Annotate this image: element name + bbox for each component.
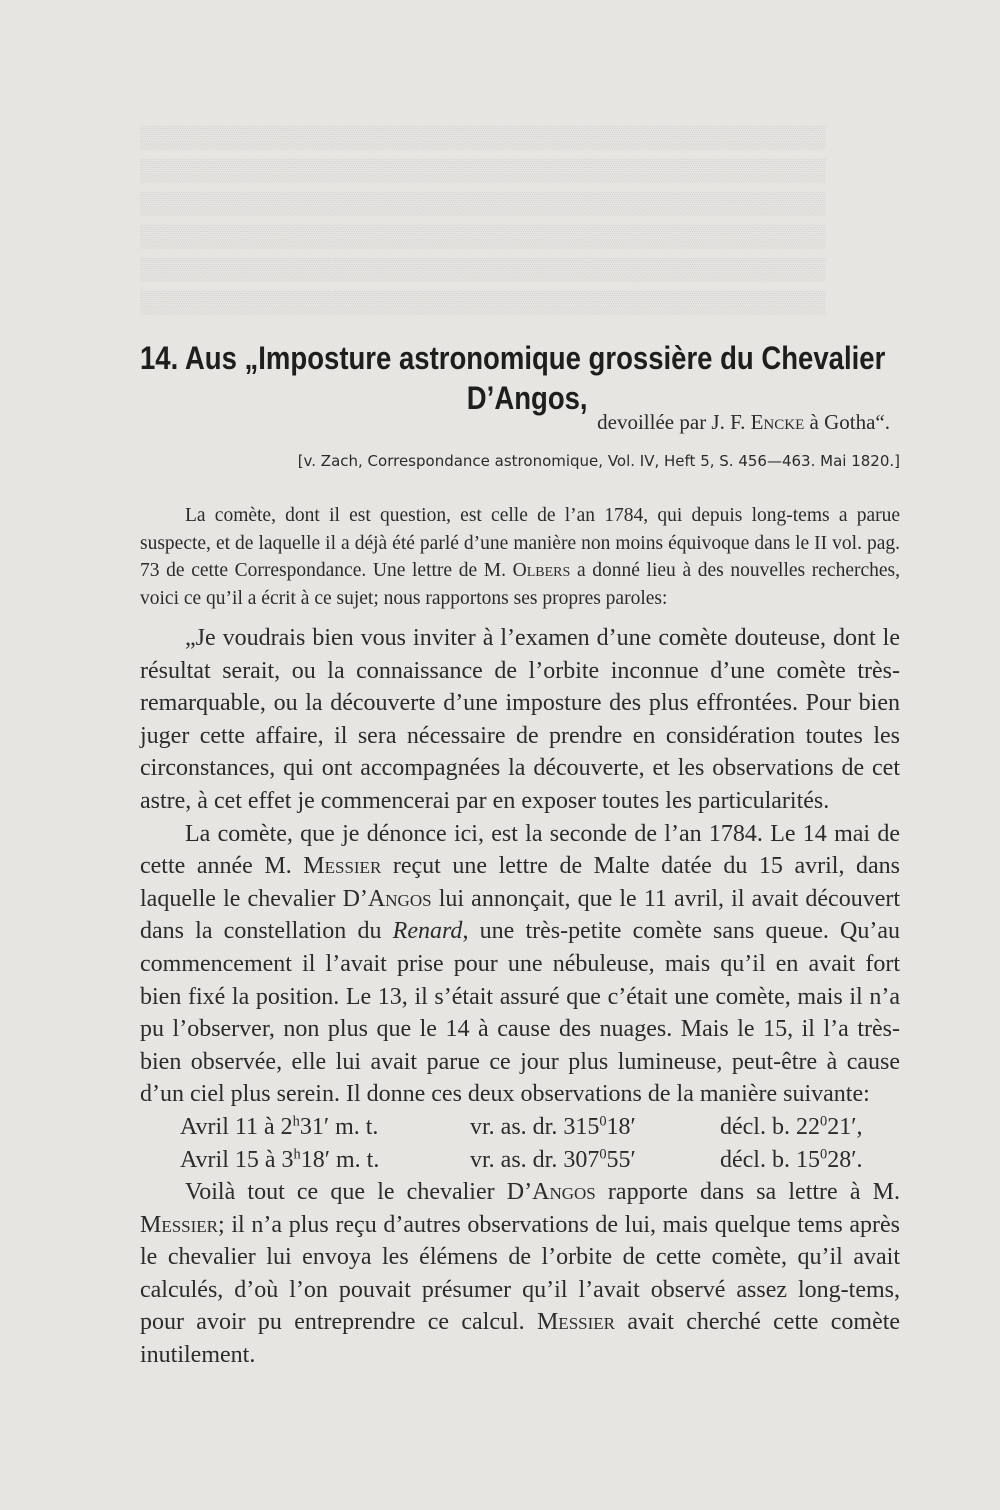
obs-degree-mark: 0: [599, 1145, 607, 1162]
obs-ra-min: 18′: [606, 1113, 636, 1140]
name-angos: Angos: [532, 1179, 596, 1206]
article-title: [140, 338, 886, 418]
quoted-letter: [140, 622, 900, 1372]
intro-text: La comète, dont il est question, est celle de l’an 1784, qui depuis long-tems a parue suspecte, et de laquelle il a déjà été parlé d’une manière non moins équivoque dans le II vol. pag. 73 de cette Correspondance. Une lettre de M.: [140, 505, 900, 581]
observation-row: [140, 1144, 900, 1177]
obs-hour-mark: h: [293, 1145, 301, 1162]
byline: [140, 410, 900, 435]
name-angos: Angos: [367, 885, 432, 912]
obs-dec-min: 28′.: [827, 1146, 863, 1173]
name-olbers: Olbers: [512, 560, 571, 581]
obs-time: 18′ m. t.: [300, 1146, 380, 1173]
obs-time: 31′ m. t.: [299, 1113, 379, 1140]
obs-dec: décl. b. 15: [720, 1146, 820, 1173]
byline-suffix: à Gotha“.: [809, 410, 890, 434]
text-span: , une très-petite comète sans queue. Qu’au commencement il l’avait prise pour une nébuleuse, mais qu’il en avait fort bien fixé la position. Le 13, il s’était assuré que c’était une comète, mais il n’a pu l’observer, non plus que le 14 à cause des nuages. Mais le 15, il l’a très-bien observée, elle lui avait parue ce jour plus lumineuse, peut-être à cause d’un ciel plus serein. Il donne ces deux observations de la manière suivante:: [140, 918, 901, 1108]
text-span: ; il n’a plus reçu d’autres observations de lui, mais quelque tems après le chevalier lui envoya les élémens de l’orbite de cette comète, qu’il avait calculés, d’où l’on pouvait présumer qu’il l’avait observé assez long-tems, pour avoir pu entreprendre ce calcul.: [140, 1211, 900, 1336]
article-title-line1: Aus „Imposture astronomique grossière du Chevalier: [184, 340, 886, 376]
bleed-through-texture: ▒▒▒▒▒▒▒▒▒▒▒▒▒▒▒▒▒▒▒▒▒▒▒▒▒▒▒▒▒▒▒▒▒▒▒▒▒▒▒▒▒▒▒▒ ▒▒▒▒▒▒▒▒▒▒▒▒▒▒▒▒▒▒▒▒▒▒▒▒▒▒▒▒▒▒▒▒▒▒▒▒▒▒▒▒▒▒▒▒ ▒▒▒▒▒▒▒▒▒▒▒▒▒▒▒▒▒▒▒▒▒▒▒▒▒▒▒▒▒▒▒▒▒▒▒▒▒▒▒▒▒▒▒▒ ▒▒▒▒▒▒▒▒▒▒▒▒▒▒▒▒▒▒▒▒▒▒▒▒▒▒▒▒▒▒▒▒▒▒▒▒▒▒▒▒▒▒▒▒ ▒▒▒▒▒▒▒▒▒▒▒▒▒▒▒▒▒▒▒▒▒▒▒▒▒▒▒▒▒▒▒▒▒▒▒▒▒▒▒▒▒▒▒▒ ▒▒▒▒▒▒▒▒▒▒▒▒▒▒▒▒▒▒▒▒▒▒▒▒▒▒▒▒▒▒▒▒▒▒▒▒▒▒▒▒▒▒▒▒: [140, 124, 826, 314]
name-messier: Messier: [536, 1309, 615, 1336]
quote-paragraph-2: [140, 818, 900, 1111]
text-span: rapporte dans sa lettre à M.: [607, 1179, 901, 1206]
obs-date: Avril 15 à 3: [180, 1146, 294, 1173]
source-reference: [v. Zach, Correspondance astronomique, Vol. IV, Heft 5, S. 456—463. Mai 1820.]: [297, 452, 900, 470]
obs-ra-min: 55′: [606, 1146, 636, 1173]
intro-text-end: a donné lieu à des nouvelles recherches, voici ce qu’il a écrit à ce sujet; nous rapportons ses propres paroles:: [140, 560, 901, 609]
intro-paragraph: [140, 502, 900, 612]
text-span: avait cherché cette comète inutilement.: [140, 1309, 901, 1369]
article-title-line2: D’Angos,: [466, 380, 588, 416]
obs-date: Avril 11 à 2: [180, 1113, 293, 1140]
quote-paragraph-3: [140, 1176, 900, 1372]
text-span: Voilà tout ce que le chevalier D’: [185, 1179, 533, 1206]
obs-hour-mark: h: [292, 1113, 300, 1130]
constellation-name: Renard: [392, 918, 463, 945]
obs-degree-mark: 0: [599, 1113, 607, 1130]
obs-ra: vr. as. dr. 315: [470, 1113, 600, 1140]
name-messier: Messier: [303, 853, 382, 880]
text-span: lui annonçait, que le 11 avril, il avait découvert dans la constellation du: [140, 885, 901, 945]
text-span: reçut une lettre de Malte datée du 15 avril, dans laquelle le chevalier D’: [140, 853, 901, 912]
obs-ra: vr. as. dr. 307: [470, 1146, 600, 1173]
obs-dec: décl. b. 22: [720, 1113, 820, 1140]
byline-prefix: devoillée par J. F.: [597, 410, 746, 434]
observation-row: [140, 1111, 900, 1144]
article-number: 14.: [140, 340, 179, 376]
obs-degree-mark: 0: [819, 1145, 828, 1162]
obs-degree-mark: 0: [819, 1113, 828, 1130]
name-messier: Messier: [140, 1211, 219, 1238]
obs-dec-min: 21′,: [827, 1113, 863, 1140]
quote-paragraph-1: „Je voudrais bien vous inviter à l’examen d’une comète douteuse, dont le résultat serait, ou la connaissance de l’orbite inconnue d’une comète très-remarquable, ou la découverte d’une imposture des plus effrontées. Pour bien juger cette affaire, il sera nécessaire de prendre en considération toutes les circonstances, qui ont accompagnées la découverte, et les observations de cet astre, à cet effet je commencerai par en exposer toutes les particularités.: [140, 625, 900, 814]
text-span: La comète, que je dénonce ici, est la seconde de l’an 1784. Le 14 mai de cette année M.: [140, 820, 900, 880]
byline-author: Encke: [750, 410, 805, 434]
